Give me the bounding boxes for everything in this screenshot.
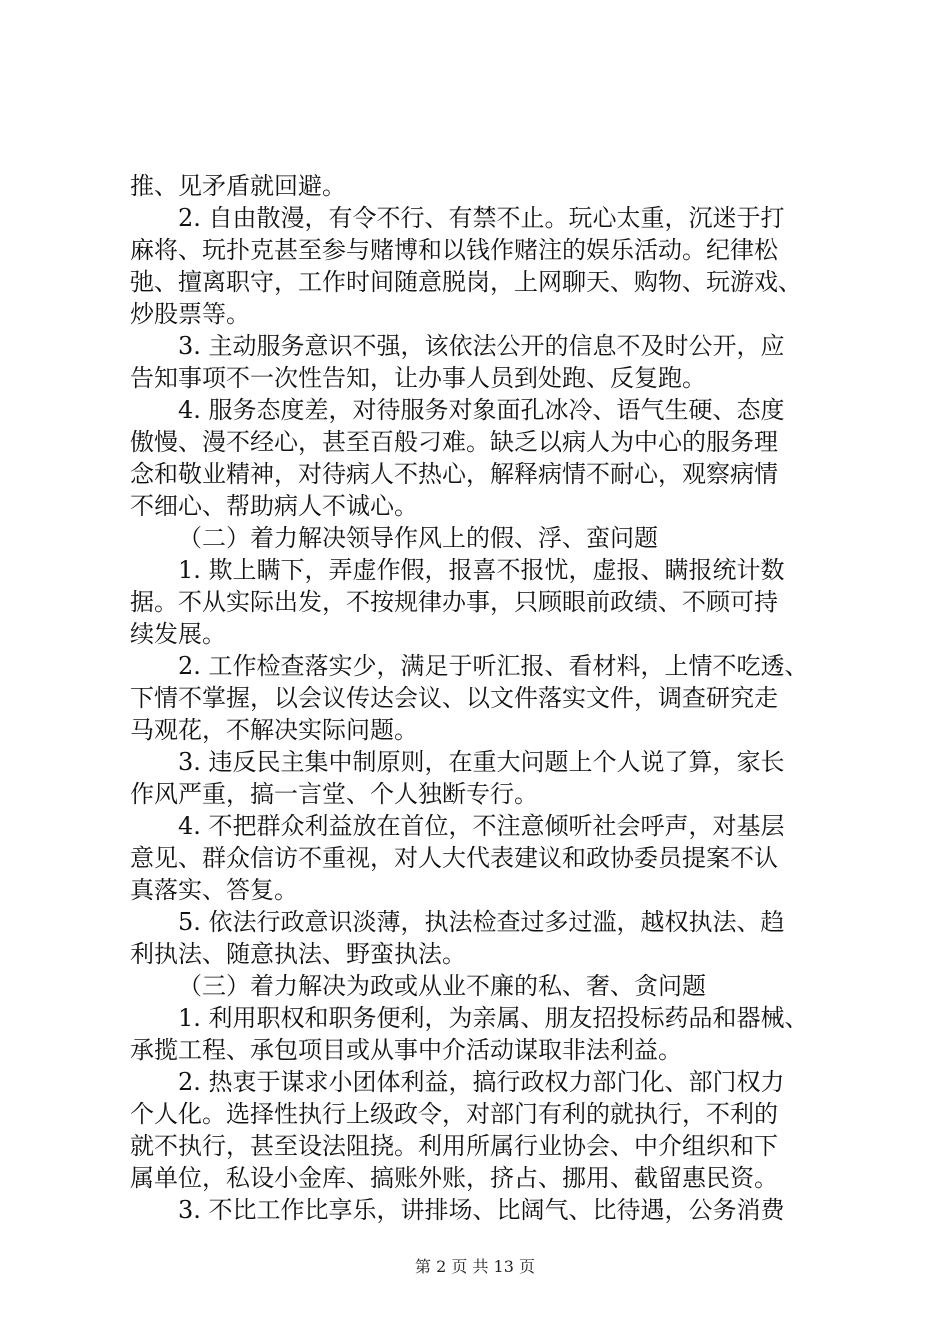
text-line: 3. 不比工作比享乐，讲排场、比阔气、比待遇，公务消费: [178, 1196, 785, 1224]
text-line: 意见、群众信访不重视，对人大代表建议和政协委员提案不认: [130, 844, 778, 872]
text-line: 作风严重，搞一言堂、个人独断专行。: [130, 780, 538, 808]
document-body: [130, 170, 830, 1226]
text-line: 利执法、随意执法、野蛮执法。: [130, 940, 466, 968]
text-line: 告知事项不一次性告知，让办事人员到处跑、反复跑。: [130, 364, 706, 392]
text-line: 麻将、玩扑克甚至参与赌博和以钱作赌注的娱乐活动。纪律松: [130, 236, 778, 264]
text-line: 马观花，不解决实际问题。: [130, 716, 418, 744]
text-line: 个人化。选择性执行上级政令，对部门有利的就执行，不利的: [130, 1100, 778, 1128]
text-line: 属单位，私设小金库、搞账外账，挤占、挪用、截留惠民资。: [130, 1164, 778, 1192]
text-line: 2. 自由散漫，有令不行、有禁不止。玩心太重，沉迷于打: [178, 204, 785, 232]
text-line: 炒股票等。: [130, 300, 250, 328]
text-line: 续发展。: [130, 620, 226, 648]
text-line: 傲慢、漫不经心，甚至百般刁难。缺乏以病人为中心的服务理: [130, 428, 778, 456]
text-line: 4. 服务态度差，对待服务对象面孔冰冷、语气生硬、态度: [178, 396, 785, 424]
text-line: 3. 违反民主集中制原则，在重大问题上个人说了算，家长: [178, 748, 785, 776]
text-line: 3. 主动服务意识不强，该依法公开的信息不及时公开，应: [178, 332, 785, 360]
text-line: 据。不从实际出发，不按规律办事，只顾眼前政绩、不顾可持: [130, 588, 778, 616]
section-heading: （三）着力解决为政或从业不廉的私、奢、贪问题: [178, 972, 706, 1000]
text-line: 2. 热衷于谋求小团体利益，搞行政权力部门化、部门权力: [178, 1068, 785, 1096]
text-line: 下情不掌握，以会议传达会议、以文件落实文件，调查研究走: [130, 684, 778, 712]
text-line: 5. 依法行政意识淡薄，执法检查过多过滥，越权执法、趋: [178, 908, 785, 936]
text-line: 弛、擅离职守，工作时间随意脱岗，上网聊天、购物、玩游戏、: [130, 268, 802, 296]
text-line: 真落实、答复。: [130, 876, 298, 904]
section-heading: （二）着力解决领导作风上的假、浮、蛮问题: [178, 524, 658, 552]
text-line: 念和敬业精神，对待病人不热心，解释病情不耐心，观察病情: [130, 460, 778, 488]
text-line: 就不执行，甚至设法阻挠。利用所属行业协会、中介组织和下: [130, 1132, 778, 1160]
text-line: 1. 利用职权和职务便利，为亲属、朋友招投标药品和器械、: [178, 1004, 809, 1032]
text-line: 推、见矛盾就回避。: [130, 172, 346, 200]
text-line: 1. 欺上瞒下，弄虚作假，报喜不报忧，虚报、瞒报统计数: [178, 556, 785, 584]
text-line: 2. 工作检查落实少，满足于听汇报、看材料，上情不吃透、: [178, 652, 809, 680]
text-line: 承揽工程、承包项目或从事中介活动谋取非法利益。: [130, 1036, 682, 1064]
page-footer: 第 2 页 共 13 页: [415, 1257, 535, 1276]
text-line: 不细心、帮助病人不诚心。: [130, 492, 418, 520]
text-line: 4. 不把群众利益放在首位，不注意倾听社会呼声，对基层: [178, 812, 785, 840]
